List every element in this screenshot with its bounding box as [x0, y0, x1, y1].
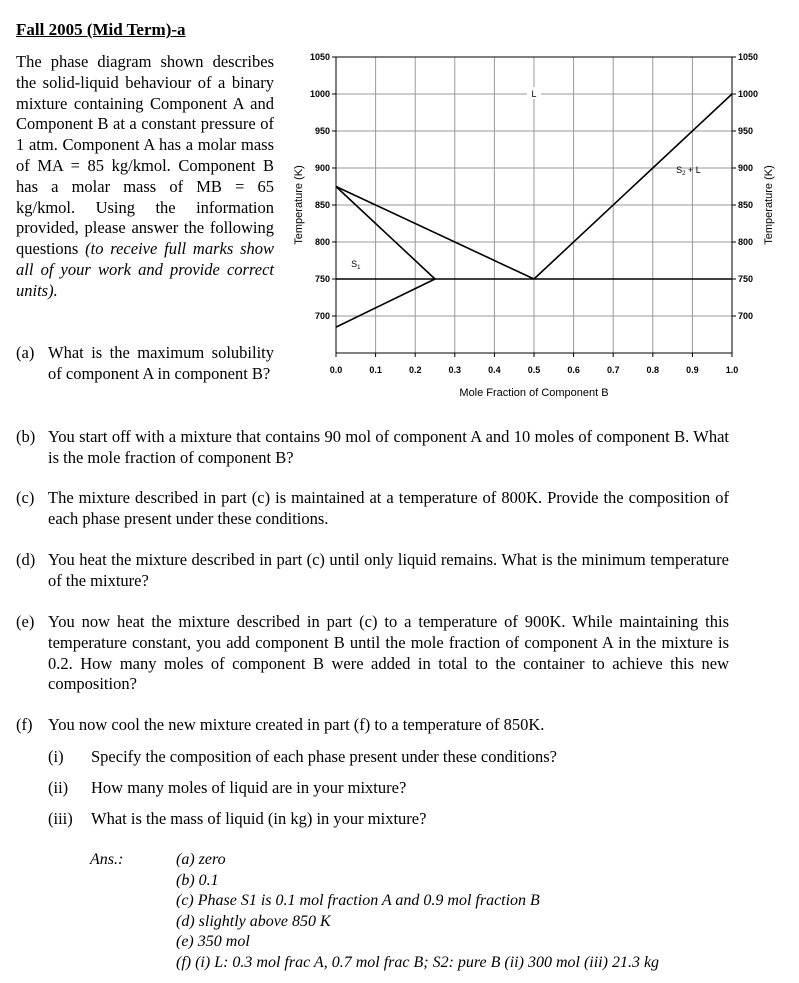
subquestion-label: (iii) — [48, 809, 73, 828]
y-tick-label: 900 — [314, 163, 330, 173]
series-liquidus-B — [534, 94, 732, 279]
x-tick-label: 1.0 — [725, 365, 739, 375]
question-label: (a) — [16, 343, 35, 362]
subquestion-label: (i) — [48, 747, 64, 766]
x-tick-label: 0.2 — [408, 365, 422, 375]
y-tick-label: 950 — [314, 126, 330, 136]
question-text: You heat the mixture described in part (c) until only liquid remains. What is the minimum temperature of the mixture? — [48, 550, 729, 590]
question-label: (c) — [16, 488, 35, 507]
answers-label: Ans.: — [90, 851, 124, 868]
x-tick-label: 0.6 — [567, 365, 580, 375]
question-label: (e) — [16, 612, 35, 631]
question-text: The mixture described in part (c) is maintained at a temperature of 800K. Provide the composition of each phase present under these conditions. — [48, 488, 729, 528]
intro-paragraph — [16, 52, 274, 302]
y-tick-label-right: 900 — [738, 163, 754, 173]
y-tick-label: 750 — [314, 274, 330, 284]
subquestion-text: How many moles of liquid are in your mixture? — [91, 778, 407, 797]
x-tick-label: 0.5 — [527, 365, 541, 375]
question-text: You start off with a mixture that contains 90 mol of component A and 10 moles of component B. What is the mole fraction of component B? — [48, 427, 729, 467]
region-label: $S_2 + L$ — [676, 165, 701, 178]
question-f — [16, 715, 729, 736]
intro-text: The phase diagram shown describes the solid-liquid behaviour of a binary mixture containing Component A and Component B at a constant pressure of 1 atm. Component A has a molar mass of MA = 85 kg/kmol. Component B has a molar mass of MB = 65 kg/kmol. Using the information provided, please answer the following questions — [16, 52, 274, 259]
y-tick-label: 700 — [314, 311, 330, 321]
answer-line: (c) Phase S1 is 0.1 mol fraction A and 0.9 mol fraction B — [176, 892, 540, 910]
x-tick-label: 0.0 — [329, 365, 343, 375]
question-text: You now cool the new mixture created in part (f) to a temperature of 850K. — [48, 715, 545, 734]
subquestion-iii — [48, 809, 728, 830]
y-tick-label: 1050 — [309, 52, 330, 62]
question-label: (f) — [16, 715, 33, 734]
question-label: (d) — [16, 550, 36, 569]
x-tick-label: 0.7 — [606, 365, 620, 375]
y-tick-label: 1000 — [309, 89, 330, 99]
x-tick-label: 0.3 — [448, 365, 462, 375]
question-a — [16, 343, 274, 385]
y-tick-label-right: 800 — [738, 237, 754, 247]
y-tick-label-right: 700 — [738, 311, 754, 321]
answer-line: (d) slightly above 850 K — [176, 912, 331, 930]
subquestion-label: (ii) — [48, 778, 69, 797]
y-tick-label-right: 750 — [738, 274, 754, 284]
subquestion-i — [48, 747, 728, 768]
y-tick-label-right: 1000 — [738, 89, 759, 99]
region-label: L — [531, 89, 537, 99]
answer-line: (b) 0.1 — [176, 871, 219, 889]
subquestion-text: What is the mass of liquid (in kg) in your mixture? — [91, 809, 427, 828]
subquestion-text: Specify the composition of each phase present under these conditions? — [91, 747, 557, 766]
y-tick-label: 800 — [314, 237, 330, 247]
answer-line: (a) zero — [176, 851, 226, 868]
y-tick-label: 850 — [314, 200, 330, 210]
answer-line: (f) (i) L: 0.3 mol frac A, 0.7 mol frac B; S2: pure B (ii) 300 mol (iii) 21.3 kg — [176, 953, 660, 971]
y-tick-label-right: 950 — [738, 126, 754, 136]
x-axis-label: Mole Fraction of Component B — [459, 387, 609, 399]
x-tick-label: 0.8 — [646, 365, 660, 375]
y-axis-label: Temperature (K) — [293, 165, 305, 245]
series-liquidus-A — [336, 187, 534, 280]
answer-line: (e) 350 mol — [176, 933, 250, 951]
phase-diagram-chart — [282, 40, 782, 410]
question-e — [16, 612, 729, 695]
intro-instruction: (to receive full marks show all of your work and provide correct units). — [16, 239, 274, 300]
question-label: (b) — [16, 427, 36, 446]
question-c — [16, 488, 729, 530]
y-axis-label-right: Temperature (K) — [763, 165, 775, 245]
chart-grid — [336, 57, 732, 353]
x-tick-label: 0.4 — [488, 365, 501, 375]
series-solvus-S1 — [336, 279, 435, 327]
question-text: What is the maximum solubility of component A in component B? — [48, 343, 274, 383]
y-tick-label-right: 1050 — [738, 52, 759, 62]
x-tick-label: 0.1 — [369, 365, 382, 375]
x-tick-label: 0.9 — [686, 365, 699, 375]
page-title: Fall 2005 (Mid Term)-a — [16, 20, 186, 39]
question-text: You now heat the mixture described in part (c) to a temperature of 900K. While maintaining this temperature constant, you add component B until the mole fraction of component A in the mixture is 0.2. How many moles of component B were added in total to the container to achieve this new composition? — [48, 612, 729, 694]
region-label: $S_1$ — [351, 259, 361, 272]
chart-annotations — [351, 87, 701, 271]
question-b — [16, 427, 729, 469]
question-d — [16, 550, 729, 592]
subquestion-ii — [48, 778, 728, 799]
y-tick-label-right: 850 — [738, 200, 754, 210]
